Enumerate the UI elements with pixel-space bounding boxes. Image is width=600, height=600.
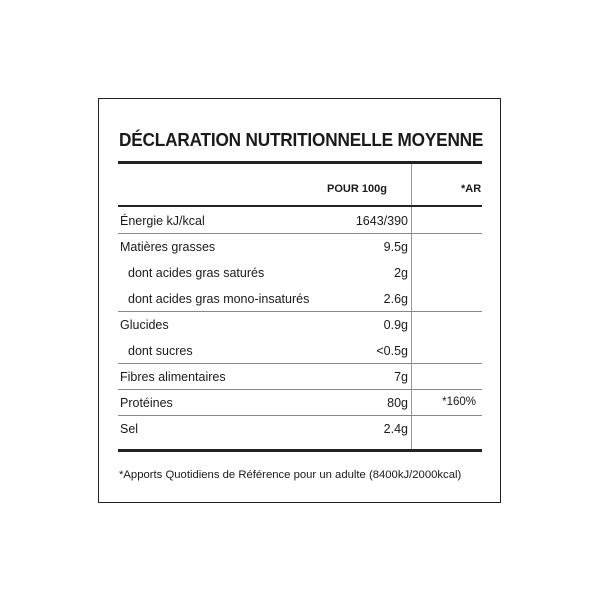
table-row — [118, 208, 482, 234]
row-label: Énergie kJ/kcal — [120, 214, 205, 228]
nutrition-facts-panel — [98, 98, 501, 503]
table-row — [118, 364, 482, 390]
row-value: 9.5g — [383, 240, 408, 254]
row-label: Fibres alimentaires — [120, 370, 226, 384]
header-rule — [118, 205, 482, 207]
title-rule — [118, 161, 482, 164]
footer-rule — [118, 449, 482, 452]
row-label: Sel — [120, 422, 139, 436]
row-value: 2g — [394, 266, 408, 280]
row-ar: *160% — [442, 396, 476, 408]
header-per-100g: POUR 100g — [327, 183, 387, 195]
table-row — [118, 234, 482, 260]
row-value: <0.5g — [376, 344, 408, 358]
row-value: 80g — [387, 396, 408, 410]
row-label: dont acides gras mono-insaturés — [128, 292, 310, 306]
table-row — [118, 312, 482, 338]
table-row — [118, 338, 482, 364]
table-row — [118, 390, 482, 416]
table-row — [118, 286, 482, 312]
row-label: dont acides gras saturés — [128, 266, 265, 280]
row-label: Matières grasses — [120, 240, 216, 254]
footnote: *Apports Quotidiens de Référence pour un adulte (8400kJ/2000kcal) — [119, 469, 462, 481]
table-row — [118, 260, 482, 286]
table-title: DÉCLARATION NUTRITIONNELLE MOYENNE — [119, 129, 484, 150]
header-ar: *AR — [461, 183, 482, 195]
row-value: 7g — [394, 370, 408, 384]
row-value: 1643/390 — [355, 214, 408, 228]
row-label: dont sucres — [128, 344, 193, 358]
row-label: Glucides — [120, 318, 169, 332]
table-row — [118, 416, 482, 442]
row-label: Protéines — [120, 396, 173, 410]
row-value: 0.9g — [383, 318, 408, 332]
row-value: 2.6g — [383, 292, 408, 306]
row-value: 2.4g — [383, 422, 408, 436]
